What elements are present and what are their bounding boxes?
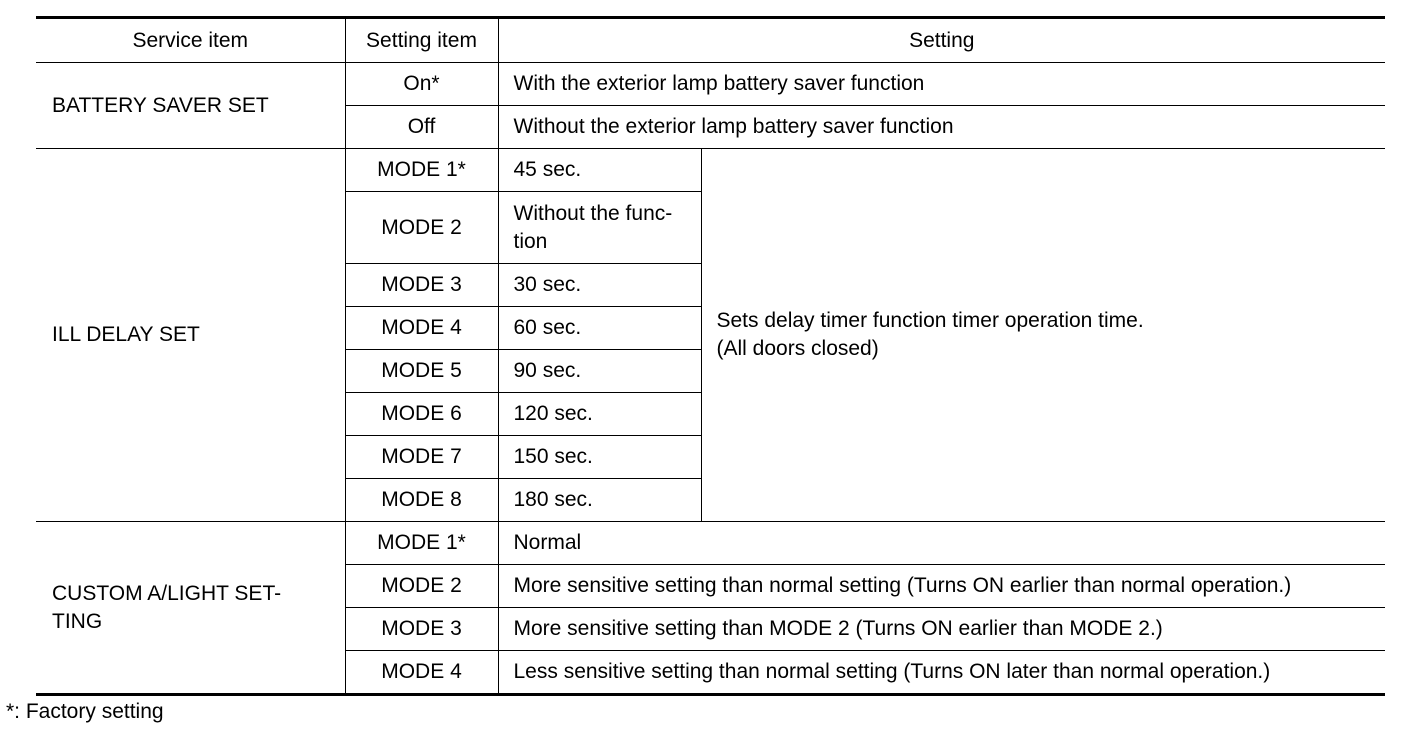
- setting-value: Normal: [498, 522, 1385, 565]
- setting-value: [498, 192, 701, 264]
- setting-item: MODE 7: [345, 436, 498, 479]
- setting-value: More sensitive setting than normal setting (Turns ON earlier than normal operation.): [498, 565, 1385, 608]
- setting-value: 120 sec.: [498, 393, 701, 436]
- header-setting: Setting: [498, 18, 1385, 63]
- table-row: [36, 522, 1385, 565]
- service-line: CUSTOM A/LIGHT SET-: [52, 581, 282, 605]
- header-service-item: Service item: [36, 18, 345, 63]
- setting-value: More sensitive setting than MODE 2 (Turns ON earlier than MODE 2.): [498, 608, 1385, 651]
- setting-item: MODE 1*: [345, 522, 498, 565]
- service-settings-table: [36, 16, 1385, 696]
- setting-item: MODE 2: [345, 565, 498, 608]
- table-row: [36, 149, 1385, 192]
- setting-value-line: tion: [513, 229, 548, 253]
- setting-item: MODE 8: [345, 479, 498, 522]
- footnote: *: Factory setting: [6, 700, 164, 723]
- setting-item: MODE 5: [345, 350, 498, 393]
- service-battery-saver-set: BATTERY SAVER SET: [36, 63, 345, 149]
- setting-item: Off: [345, 106, 498, 149]
- table-header-row: [36, 18, 1385, 63]
- header-setting-item: Setting item: [345, 18, 498, 63]
- setting-value: With the exterior lamp battery saver function: [498, 63, 1385, 106]
- service-custom-a-light-setting: [36, 522, 345, 695]
- setting-item: On*: [345, 63, 498, 106]
- setting-value: 90 sec.: [498, 350, 701, 393]
- setting-value: Less sensitive setting than normal setting (Turns ON later than normal operation.): [498, 651, 1385, 695]
- service-ill-delay-set: ILL DELAY SET: [36, 149, 345, 522]
- setting-item: MODE 4: [345, 307, 498, 350]
- description-line: (All doors closed): [716, 337, 879, 360]
- setting-value-line: Without the func-: [513, 201, 673, 225]
- setting-item: MODE 2: [345, 192, 498, 264]
- setting-item: MODE 3: [345, 608, 498, 651]
- setting-item: MODE 6: [345, 393, 498, 436]
- service-line: TING: [52, 609, 103, 633]
- setting-item: MODE 1*: [345, 149, 498, 192]
- table-row: [36, 63, 1385, 106]
- setting-value: 60 sec.: [498, 307, 701, 350]
- setting-item: MODE 4: [345, 651, 498, 695]
- setting-value: 45 sec.: [498, 149, 701, 192]
- setting-value: 180 sec.: [498, 479, 701, 522]
- setting-value: 150 sec.: [498, 436, 701, 479]
- description-line: Sets delay timer function timer operation time.: [716, 309, 1144, 332]
- ill-delay-description: [701, 149, 1385, 522]
- setting-item: MODE 3: [345, 264, 498, 307]
- setting-value: 30 sec.: [498, 264, 701, 307]
- setting-value: Without the exterior lamp battery saver function: [498, 106, 1385, 149]
